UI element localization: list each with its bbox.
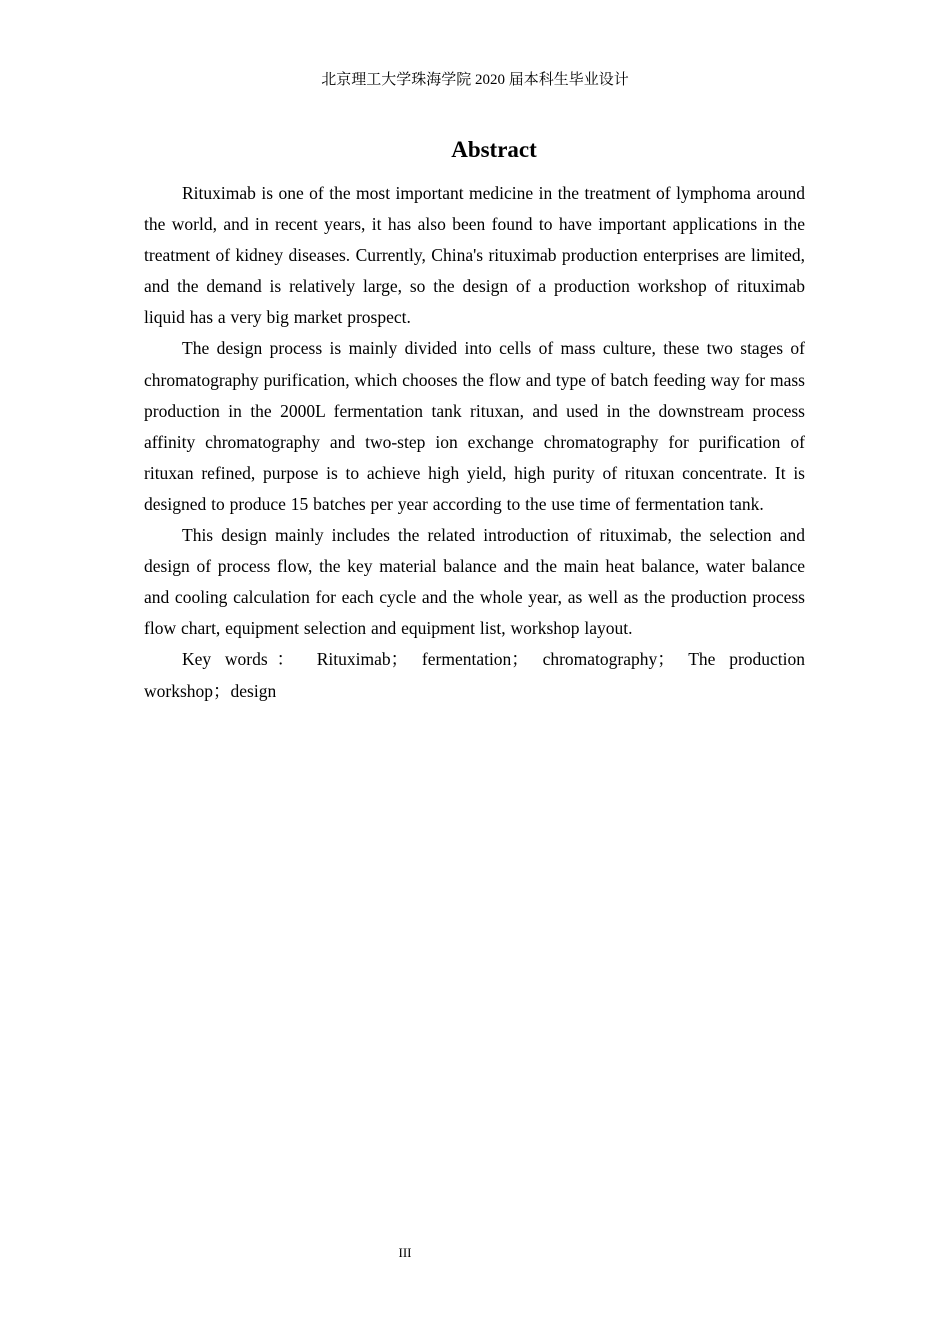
keyword-item: The production workshop； <box>144 649 806 701</box>
keywords-line <box>144 644 805 706</box>
abstract-paragraph-2: The design process is mainly divided into cells of mass culture, these two stages of chromatography purification, which chooses the flow and type of batch feeding way for mass production in the 2000L fermentation tank rituxan, and used in the downstream process affinity chromatography and two-step ion exchange chromatography for purification of rituxan refined, purpose is to achieve high yield, high purity of rituxan concentrate. It is designed to produce 15 batches per year according to the use time of fermentation tank. <box>144 338 805 514</box>
keywords-label: Key words： <box>182 649 303 670</box>
page-number: III <box>398 1245 412 1260</box>
abstract-paragraph-1: Rituximab is one of the most important medicine in the treatment of lymphoma around the world, and in recent years, it has also been found to have important applications in the treatment of kidney diseases. Currently, China's rituximab production enterprises are limited, and the demand is relatively large, so the design of a production workshop of rituximab liquid has a very big market prospect. <box>144 183 805 328</box>
abstract-body <box>144 178 805 707</box>
keyword-item: fermentation； <box>421 649 529 670</box>
abstract-title: Abstract <box>451 137 537 162</box>
keyword-item: Rituximab； <box>316 649 409 670</box>
keyword-item: design <box>230 680 277 701</box>
keyword-item: chromatography； <box>542 649 675 670</box>
abstract-paragraph-3: This design mainly includes the related introduction of rituximab, the selection and design of process flow, the key material balance and the main heat balance, water balance and cooling calculation for each cycle and the whole year, as well as the production process flow chart, equipment selection and equipment list, workshop layout. <box>144 525 805 639</box>
running-header: 北京理工大学珠海学院 2020 届本科生毕业设计 <box>321 72 629 88</box>
